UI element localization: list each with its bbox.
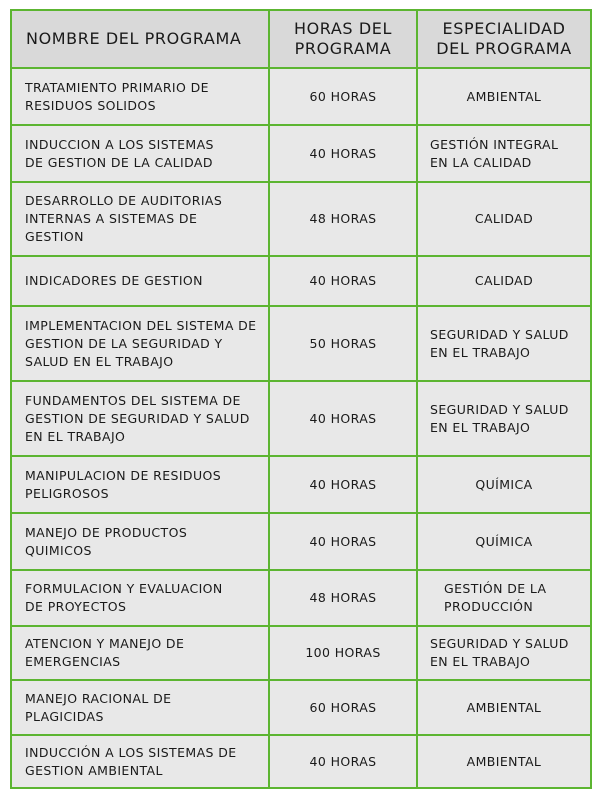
program-name: INDICADORES DE GESTION (25, 273, 203, 288)
program-name: INDUCCIÓN A LOS SISTEMAS DE GESTION AMBIENTAL (25, 744, 237, 778)
program-hours: 40 HORAS (269, 381, 417, 456)
program-hours: 60 HORAS (269, 680, 417, 735)
table-row (11, 182, 591, 256)
table-row (11, 626, 591, 680)
program-specialty: SEGURIDAD Y SALUD EN EL TRABAJO (430, 326, 569, 360)
table-row (11, 735, 591, 788)
program-name: IMPLEMENTACION DEL SISTEMA DE GESTION DE LA SEGURIDAD Y SALUD EN EL TRABAJO (25, 317, 257, 369)
program-specialty: CALIDAD (474, 211, 534, 226)
table-row (11, 513, 591, 570)
program-name-cell (11, 570, 269, 626)
programs-table-container (10, 9, 592, 789)
program-specialty-cell (417, 381, 591, 456)
program-hours: 40 HORAS (269, 256, 417, 306)
program-specialty-cell (417, 182, 591, 256)
program-specialty: GESTIÓN INTEGRAL EN LA CALIDAD (430, 136, 559, 170)
program-specialty: QUÍMICA (475, 533, 533, 549)
table-row (11, 306, 591, 381)
program-name: FUNDAMENTOS DEL SISTEMA DE GESTION DE SEGURIDAD Y SALUD EN EL TRABAJO (25, 392, 250, 444)
program-name-cell (11, 680, 269, 735)
program-name: MANEJO DE PRODUCTOS QUIMICOS (25, 524, 188, 558)
program-name: FORMULACION Y EVALUACION DE PROYECTOS (25, 581, 223, 614)
program-hours: 40 HORAS (269, 456, 417, 513)
program-name-cell (11, 125, 269, 182)
program-specialty: AMBIENTAL (466, 699, 542, 715)
program-hours: 48 HORAS (269, 182, 417, 256)
program-name-cell (11, 456, 269, 513)
header-program-hours-label: HORAS DEL PROGRAMA (293, 19, 393, 58)
program-specialty: SEGURIDAD Y SALUD EN EL TRABAJO (430, 636, 569, 669)
program-name-cell (11, 735, 269, 788)
table-header (11, 10, 591, 68)
program-hours: 100 HORAS (269, 626, 417, 680)
program-specialty-cell (417, 513, 591, 570)
table-row (11, 256, 591, 306)
program-specialty: AMBIENTAL (466, 88, 542, 104)
program-specialty: GESTIÓN DE LA PRODUCCIÓN (444, 581, 547, 614)
program-name-cell (11, 381, 269, 456)
table-row (11, 570, 591, 626)
program-name: INDUCCION A LOS SISTEMAS DE GESTION DE LA CALIDAD (25, 136, 214, 170)
header-row (11, 10, 591, 68)
table-row (11, 68, 591, 125)
program-specialty-cell (417, 256, 591, 306)
program-specialty-cell (417, 570, 591, 626)
program-hours: 40 HORAS (269, 513, 417, 570)
table-row (11, 381, 591, 456)
program-name: MANEJO RACIONAL DE PLAGICIDAS (25, 690, 172, 724)
program-specialty-cell (417, 125, 591, 182)
program-hours: 48 HORAS (269, 570, 417, 626)
header-program-hours (269, 10, 417, 68)
program-hours: 60 HORAS (269, 68, 417, 125)
program-name-cell (11, 182, 269, 256)
program-hours: 40 HORAS (269, 735, 417, 788)
program-hours: 40 HORAS (269, 125, 417, 182)
program-name: ATENCION Y MANEJO DE EMERGENCIAS (25, 636, 185, 669)
program-specialty: SEGURIDAD Y SALUD EN EL TRABAJO (430, 401, 569, 435)
program-name-cell (11, 513, 269, 570)
table-body (11, 68, 591, 788)
header-program-specialty (417, 10, 591, 68)
program-name: DESARROLLO DE AUDITORIAS INTERNAS A SISTEMAS DE GESTION (25, 193, 223, 244)
table-row (11, 125, 591, 182)
program-specialty: CALIDAD (474, 273, 534, 288)
program-name-cell (11, 68, 269, 125)
program-name: TRATAMIENTO PRIMARIO DE RESIDUOS SOLIDOS (25, 79, 209, 113)
program-name-cell (11, 256, 269, 306)
program-specialty-cell (417, 68, 591, 125)
program-specialty-cell (417, 735, 591, 788)
program-specialty-cell (417, 306, 591, 381)
program-specialty-cell (417, 680, 591, 735)
program-specialty: QUÍMICA (475, 476, 533, 492)
program-name-cell (11, 306, 269, 381)
programs-table (10, 9, 592, 789)
table-row (11, 680, 591, 735)
program-specialty: AMBIENTAL (466, 753, 542, 769)
program-specialty-cell (417, 456, 591, 513)
header-program-name: NOMBRE DEL PROGRAMA (11, 10, 269, 68)
header-program-specialty-label: ESPECIALIDAD DEL PROGRAMA (436, 19, 572, 58)
program-specialty-cell (417, 626, 591, 680)
program-name-cell (11, 626, 269, 680)
program-hours: 50 HORAS (269, 306, 417, 381)
program-name: MANIPULACION DE RESIDUOS PELIGROSOS (25, 467, 222, 501)
table-row (11, 456, 591, 513)
